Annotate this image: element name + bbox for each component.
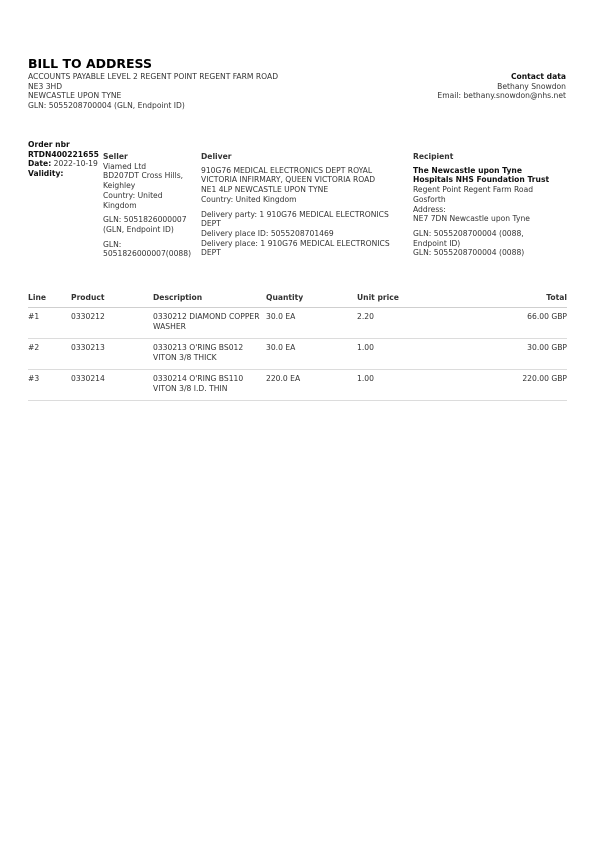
cell-description <box>153 374 268 393</box>
recipient-line: Address: <box>413 204 446 214</box>
order-number-label: Order nbr <box>28 140 70 149</box>
recipient-gln: GLN: 5055208700004 (0088) <box>413 248 525 258</box>
seller-gln: (GLN, Endpoint ID) <box>103 224 174 234</box>
header-line: Line <box>28 293 46 302</box>
delivery-place: DEPT <box>201 248 221 258</box>
bill-to-line: ACCOUNTS PAYABLE LEVEL 2 REGENT POINT REGENT FARM ROAD <box>28 72 279 81</box>
order-date-label: Date: <box>28 159 52 169</box>
description-line: 0330214 O'RING BS110 <box>153 374 244 383</box>
bill-to-line: NEWCASTLE UPON TYNE <box>28 91 122 101</box>
cell-line: #2 <box>28 343 40 352</box>
cell-product: 0330213 <box>71 343 105 352</box>
cell-unit-price: 1.00 <box>357 374 374 383</box>
cell-quantity: 30.0 EA <box>266 343 296 352</box>
contact-email[interactable]: Email: bethany.snowdon@nhs.net <box>437 91 566 101</box>
recipient-heading: Recipient <box>413 152 454 161</box>
deliver-line: NE1 4LP NEWCASTLE UPON TYNE <box>201 185 329 195</box>
order-info <box>28 140 106 179</box>
seller-line: Kingdom <box>103 200 137 210</box>
seller-line: BD207DT Cross Hills, <box>103 171 184 181</box>
cell-description <box>153 312 268 331</box>
delivery-party: Delivery party: 1 910G76 MEDICAL ELECTRONICS <box>201 209 389 219</box>
cell-total: 30.00 GBP <box>527 343 567 352</box>
cell-unit-price: 1.00 <box>357 343 374 352</box>
recipient-gln: GLN: 5055208700004 (0088, <box>413 228 524 238</box>
cell-description <box>153 343 268 362</box>
cell-product: 0330214 <box>71 374 105 383</box>
cell-total: 220.00 GBP <box>522 374 567 383</box>
deliver-line: Country: United Kingdom <box>201 194 297 204</box>
bill-to-gln: GLN: 5055208700004 (GLN, Endpoint ID) <box>28 101 185 111</box>
table-header <box>28 292 567 308</box>
cell-total: 66.00 GBP <box>527 312 567 321</box>
recipient-block <box>413 152 573 258</box>
contact-name: Bethany Snowdon <box>497 81 566 91</box>
table-row <box>28 339 567 370</box>
deliver-heading: Deliver <box>201 152 232 161</box>
seller-line: Country: United <box>103 190 163 200</box>
recipient-gln: Endpoint ID) <box>413 238 461 248</box>
order-date: 2022-10-19 <box>53 159 98 169</box>
table-row <box>28 308 567 339</box>
order-validity-label: Validity: <box>28 169 64 179</box>
recipient-name: The Newcastle upon Tyne <box>413 165 522 175</box>
contact-block <box>306 72 566 101</box>
recipient-line: Regent Point Regent Farm Road <box>413 185 534 195</box>
header-product: Product <box>71 293 105 302</box>
cell-quantity: 220.0 EA <box>266 374 301 383</box>
cell-unit-price: 2.20 <box>357 312 374 321</box>
seller-block <box>103 152 198 259</box>
delivery-place-id: Delivery place ID: 5055208701469 <box>201 228 334 238</box>
seller-gln: GLN: 5051826000007 <box>103 215 187 225</box>
line-items-table <box>28 292 567 401</box>
seller-gln-2: GLN: <box>103 239 122 249</box>
order-number: RTDN400221655 <box>28 149 99 159</box>
header-unit-price: Unit price <box>357 293 399 302</box>
description-line: WASHER <box>153 321 186 331</box>
bill-to-line: NE3 3HD <box>28 81 63 91</box>
header-description: Description <box>153 293 203 302</box>
deliver-line: 910G76 MEDICAL ELECTRONICS DEPT ROYAL <box>201 165 373 175</box>
seller-line: Keighley <box>103 181 136 191</box>
contact-heading: Contact data <box>510 72 566 81</box>
description-line: 0330212 DIAMOND COPPER <box>153 312 260 321</box>
seller-line: Viamed Ltd <box>103 161 147 171</box>
delivery-place: Delivery place: 1 910G76 MEDICAL ELECTRONICS <box>201 238 390 248</box>
cell-quantity: 30.0 EA <box>266 312 296 321</box>
recipient-name: Hospitals NHS Foundation Trust <box>413 175 550 185</box>
seller-heading: Seller <box>103 152 128 161</box>
seller-gln-2: 5051826000007(0088) <box>103 249 192 259</box>
bill-to-address <box>28 72 278 111</box>
description-line: 0330213 O'RING BS012 <box>153 343 244 352</box>
recipient-line: Gosforth <box>413 194 446 204</box>
recipient-line: NE7 7DN Newcastle upon Tyne <box>413 214 530 224</box>
cell-product: 0330212 <box>71 312 105 321</box>
description-line: VITON 3/8 THICK <box>153 352 217 362</box>
bill-to-title: BILL TO ADDRESS <box>28 56 152 71</box>
header-quantity: Quantity <box>266 293 304 302</box>
cell-line: #3 <box>28 374 40 383</box>
table-row <box>28 370 567 401</box>
header-total: Total <box>546 293 567 302</box>
description-line: VITON 3/8 I.D. THIN <box>153 383 228 393</box>
deliver-block <box>201 152 411 258</box>
cell-line: #1 <box>28 312 40 321</box>
delivery-party: DEPT <box>201 219 221 229</box>
deliver-line: VICTORIA INFIRMARY, QUEEN VICTORIA ROAD <box>201 175 376 185</box>
